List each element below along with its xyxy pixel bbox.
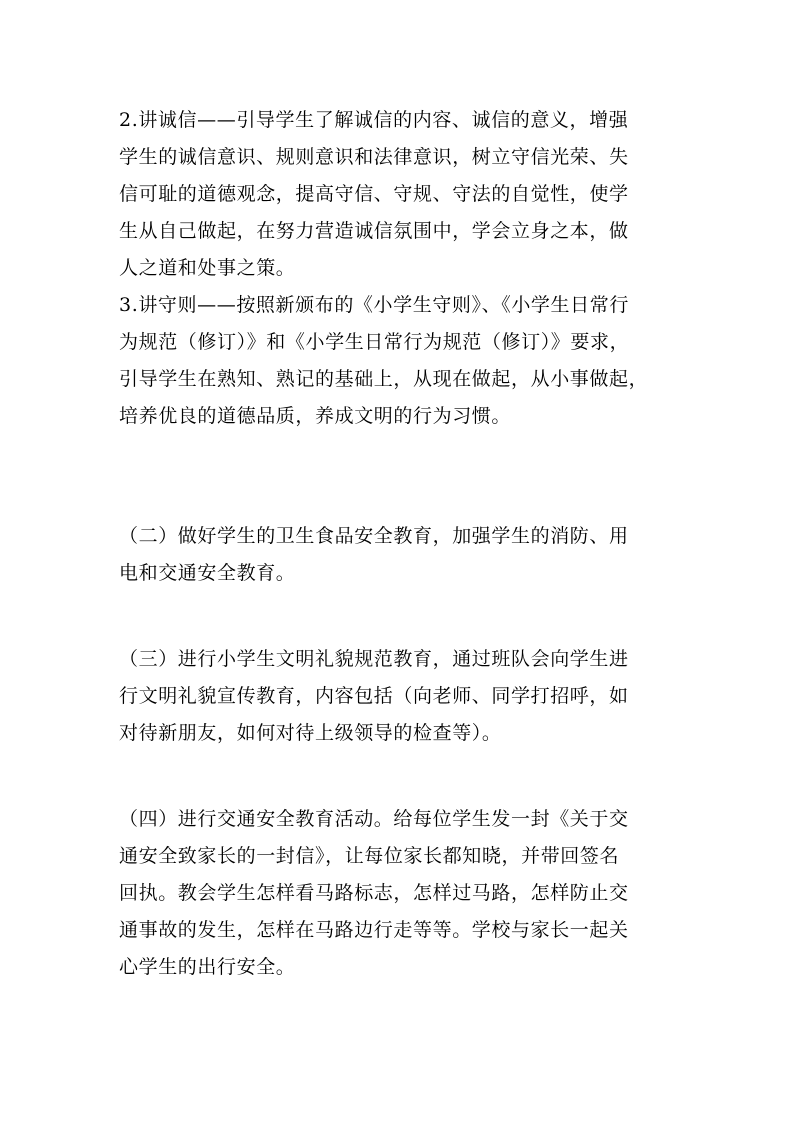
paragraph-line: 电和交通安全教育。	[119, 562, 296, 584]
paragraph-line: 回执。教会学生怎样看马路标志，怎样过马路，怎样防止交	[119, 882, 629, 904]
paragraph-line: 学生的诚信意识、规则意识和法律意识，树立守信光荣、失	[119, 146, 629, 168]
paragraph-line: 通事故的发生，怎样在马路边行走等等。学校与家长一起关	[119, 919, 629, 941]
paragraph-line: 引导学生在熟知、熟记的基础上，从现在做起，从小事做起，	[119, 368, 649, 390]
paragraph-line: （四）进行交通安全教育活动。给每位学生发一封《关于交	[119, 808, 629, 830]
paragraph-line: 对待新朋友，如何对待上级领导的检查等）。	[119, 722, 502, 744]
paragraph-line: 生从自己做起，在努力营造诚信氛围中，学会立身之本，做	[119, 220, 629, 242]
paragraph-line: 通安全致家长的一封信》，让每位家长都知晓，并带回签名	[119, 845, 620, 867]
paragraph-line: （三）进行小学生文明礼貌规范教育，通过班队会向学生进	[119, 648, 629, 670]
paragraph-line: 心学生的出行安全。	[119, 956, 296, 978]
paragraph-line: 人之道和处事之策。	[119, 257, 296, 279]
paragraph-line: 信可耻的道德观念，提高守信、守规、守法的自觉性，使学	[119, 183, 629, 205]
paragraph-line: 行文明礼貌宣传教育，内容包括（向老师、同学打招呼，如	[119, 685, 629, 707]
paragraph-line: 培养优良的道德品质，养成文明的行为习惯。	[119, 405, 512, 427]
paragraph-line: 3.讲守则——按照新颁布的《小学生守则》、《小学生日常行	[119, 294, 629, 316]
paragraph-line: 2.讲诚信——引导学生了解诚信的内容、诚信的意义，增强	[119, 109, 629, 131]
paragraph-line: 为规范（修订）》和《小学生日常行为规范（修订）》要求，	[119, 331, 630, 353]
paragraph-line: （二）做好学生的卫生食品安全教育，加强学生的消防、用	[119, 525, 629, 547]
